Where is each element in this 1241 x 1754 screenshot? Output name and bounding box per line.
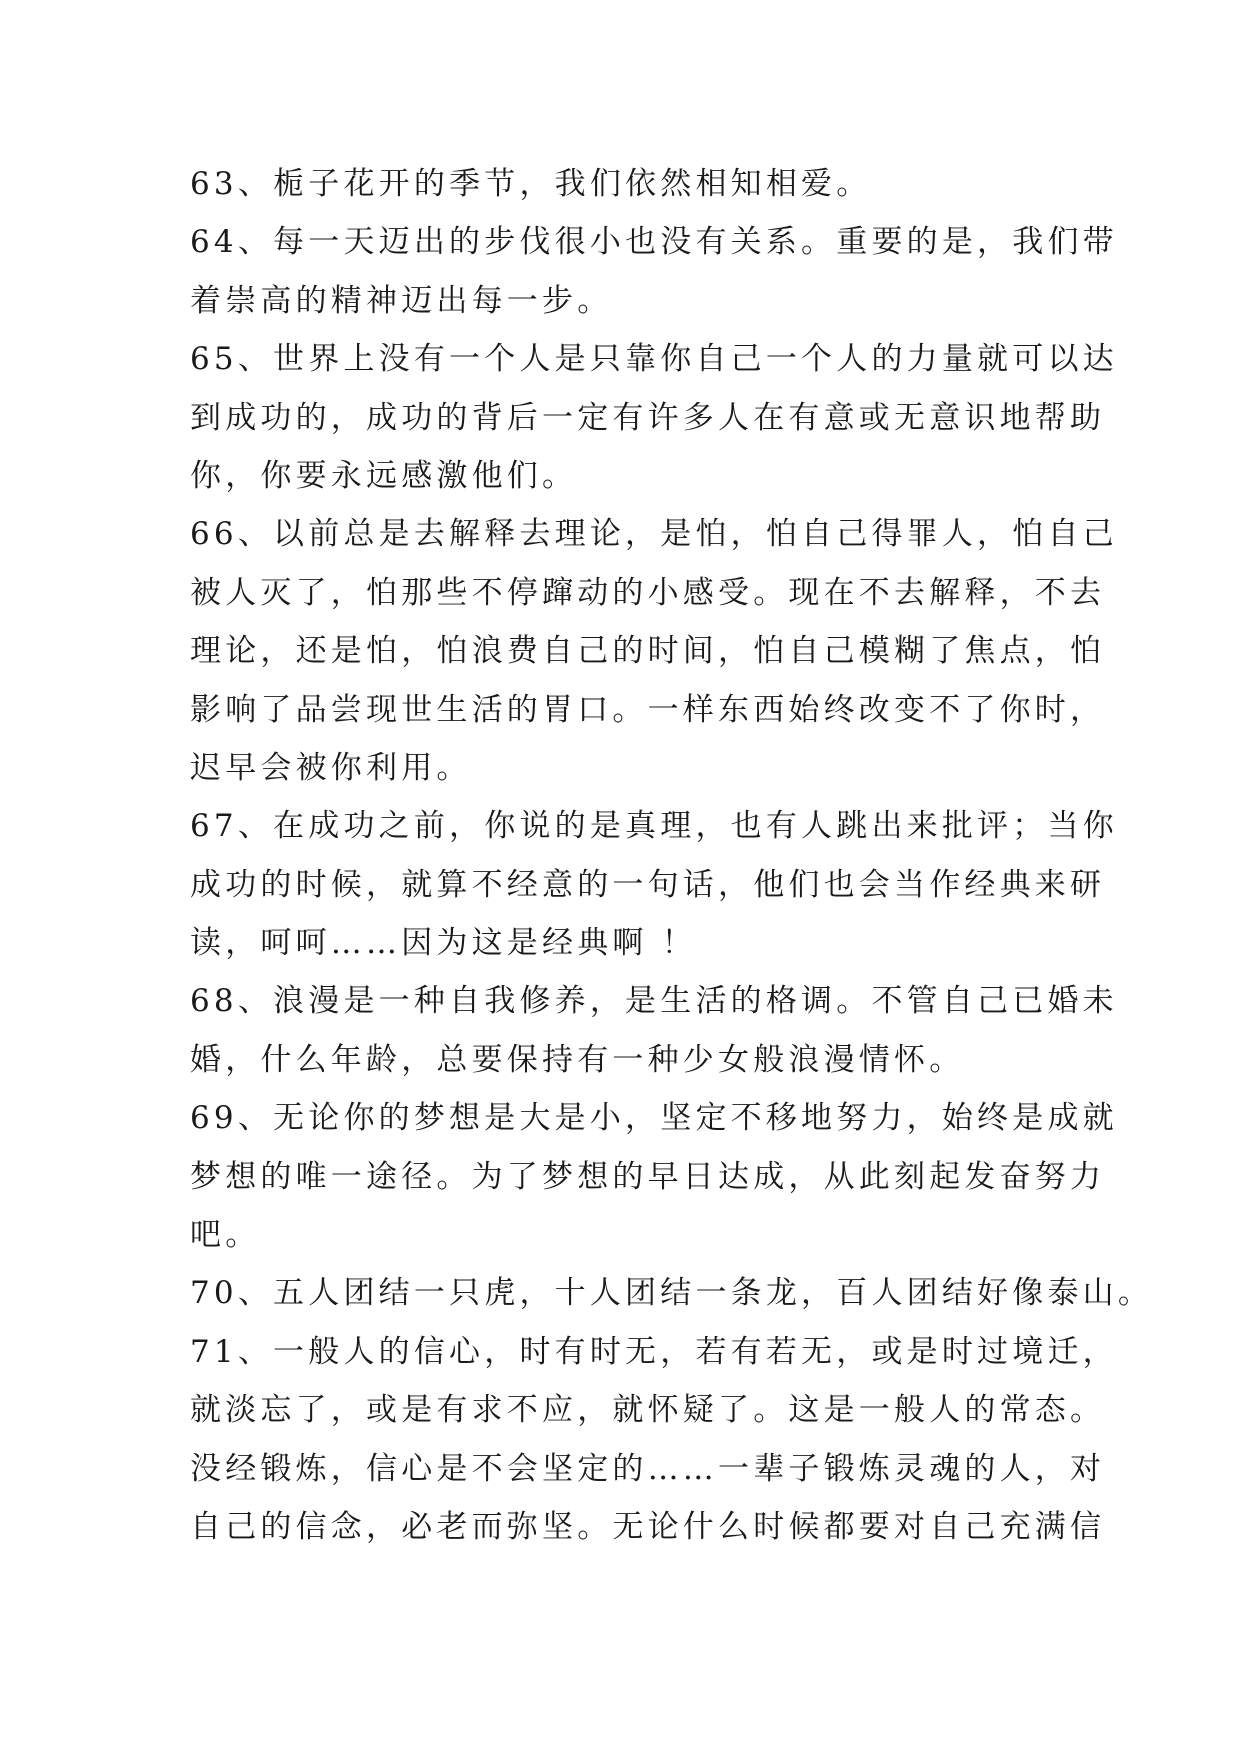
text-line: 64、每一天迈出的步伐很小也没有关系。重要的是，我们带: [190, 224, 1118, 261]
text-line: 着崇高的精神迈出每一步。: [190, 282, 613, 319]
text-line: 梦想的唯一途径。为了梦想的早日达成，从此刻起发奋努力: [190, 1158, 1106, 1195]
text-line: 你，你要永远感激他们。: [190, 457, 578, 494]
text-line: 没经锻炼，信心是不会坚定的……一辈子锻炼灵魂的人，对: [190, 1450, 1106, 1487]
text-line: 66、以前总是去解释去理论，是怕，怕自己得罪人，怕自己: [190, 516, 1118, 553]
text-line: 65、世界上没有一个人是只靠你自己一个人的力量就可以达: [190, 341, 1118, 378]
text-line: 68、浪漫是一种自我修养，是生活的格调。不管自己已婚未: [190, 983, 1118, 1020]
text-line: 63、栀子花开的季节，我们依然相知相爱。: [190, 166, 872, 202]
text-line: 迟早会被你利用。: [190, 749, 472, 786]
text-line: 到成功的，成功的背后一定有许多人在有意或无意识地帮助: [190, 399, 1106, 436]
text-line: 成功的时候，就算不经意的一句话，他们也会当作经典来研: [190, 866, 1106, 903]
text-line: 被人灭了，怕那些不停蹿动的小感受。现在不去解释，不去: [190, 574, 1106, 611]
text-line: 读，呵呵……因为这是经典啊 ！: [190, 925, 697, 962]
text-line: 自己的信念，必老而弥坚。无论什么时候都要对自己充满信: [190, 1508, 1106, 1545]
text-line: 67、在成功之前，你说的是真理，也有人跳出来批评；当你: [190, 808, 1118, 845]
text-line: 70、五人团结一只虎，十人团结一条龙，百人团结好像泰山。: [190, 1275, 1154, 1312]
text-line: 吧。: [190, 1217, 261, 1254]
text-line: 婚，什么年龄，总要保持有一种少女般浪漫情怀。: [190, 1041, 965, 1078]
text-line: 理论，还是怕，怕浪费自己的时间，怕自己模糊了焦点，怕: [190, 633, 1106, 670]
document-body: [190, 155, 1154, 1556]
text-line: 影响了品尝现世生活的胃口。一样东西始终改变不了你时，: [190, 691, 1106, 728]
text-line: 71、一般人的信心，时有时无，若有若无，或是时过境迁，: [190, 1333, 1118, 1370]
text-line: 69、无论你的梦想是大是小，坚定不移地努力，始终是成就: [190, 1100, 1118, 1137]
text-line: 就淡忘了，或是有求不应，就怀疑了。这是一般人的常态。: [190, 1392, 1106, 1429]
